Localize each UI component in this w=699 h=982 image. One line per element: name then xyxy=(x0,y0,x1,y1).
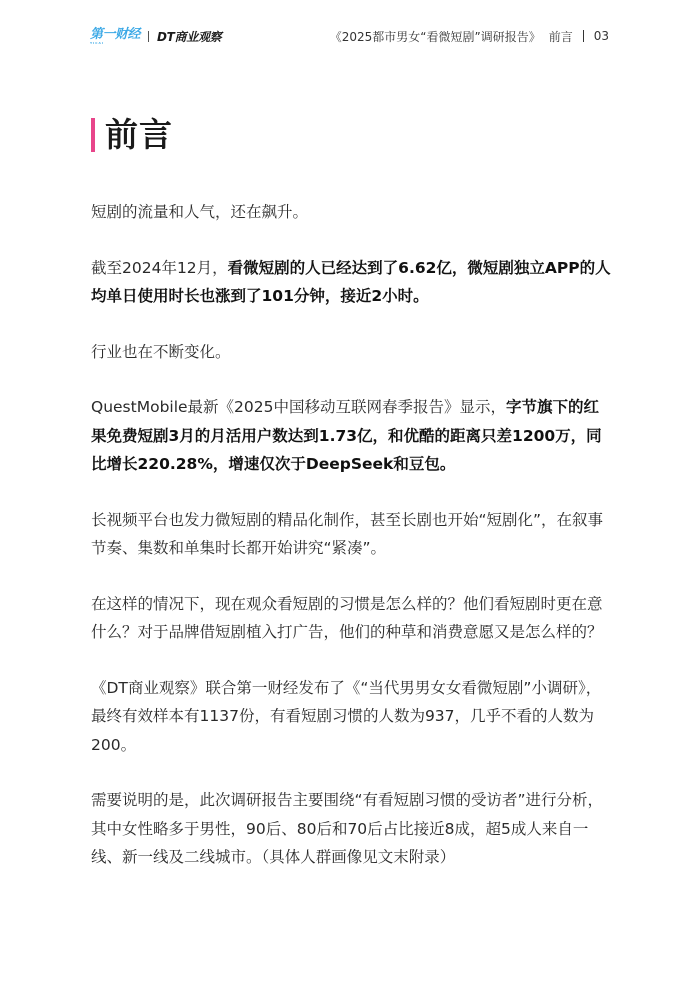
page-title: 前言 xyxy=(105,115,173,154)
section-heading xyxy=(91,115,173,155)
paragraph xyxy=(91,590,611,647)
paragraph xyxy=(91,338,611,367)
report-title: 《2025都市男女“看微短剧”调研报告》 xyxy=(329,29,541,44)
logo-divider xyxy=(148,31,149,42)
paragraph xyxy=(91,393,611,479)
page-number: 03 xyxy=(593,29,609,43)
heading-accent-bar xyxy=(91,118,95,152)
paragraph xyxy=(91,506,611,563)
cbn-logo-subtext: YICAI xyxy=(90,40,104,45)
paragraph xyxy=(91,786,611,872)
cbn-logo xyxy=(90,28,140,45)
paragraph-text: 行业也在不断变化。 xyxy=(91,342,231,361)
body-content xyxy=(91,198,611,899)
paragraph xyxy=(91,674,611,760)
header-section: 前言 xyxy=(548,29,573,44)
paragraph-text: 截至2024年12月， xyxy=(91,258,228,277)
paragraph-text: 需要说明的是，此次调研报告主要围绕“有看短剧习惯的受访者”进行分析，其中女性略多于男性，90后、80后和70后占比接近8成，超5成人来自一线、新一线及二线城市。（具体人群画像见文末附录） xyxy=(91,791,604,866)
header-info xyxy=(330,28,609,45)
paragraph-text: QuestMobile最新《2025中国移动互联网春季报告》显示， xyxy=(91,398,507,416)
paragraph-emphasis: 字节旗下的红果免费短剧3月的月活用户数达到1.73亿，和优酷的距离只差1200万，同比增长220.28%，增速仅次于DeepSeek和豆包。 xyxy=(91,398,602,473)
header-logos xyxy=(90,28,221,45)
paragraph-text: 长视频平台也发力微短剧的精品化制作，甚至长剧也开始“短剧化”，在叙事节奏、集数和单集时长都开始讲究“紧凑”。 xyxy=(91,510,604,557)
cbn-logo-text: 第一财经 xyxy=(90,26,141,42)
paragraph-text: 短剧的流量和人气，还在飙升。 xyxy=(91,203,309,221)
paragraph-text: 在这样的情况下，现在观众看短剧的习惯是怎么样的？他们看短剧时更在意什么？对于品牌借短剧植入打广告，他们的种草和消费意愿又是怎么样的？ xyxy=(91,594,603,641)
paragraph-emphasis: 看微短剧的人已经达到了6.62亿，微短剧独立APP的人均单日使用时长也涨到了101分钟，接近2小时。 xyxy=(91,258,611,305)
paragraph xyxy=(91,198,611,227)
dt-logo: DT商业观察 xyxy=(157,29,222,44)
page-header xyxy=(90,22,609,50)
paragraph-text: 《DT商业观察》联合第一财经发布了《“当代男男女女看微短剧”小调研》，最终有效样本有1137份，有看短剧习惯的人数为937，几乎不看的人数为200。 xyxy=(91,678,602,754)
paragraph xyxy=(91,254,611,311)
header-divider xyxy=(583,30,584,42)
